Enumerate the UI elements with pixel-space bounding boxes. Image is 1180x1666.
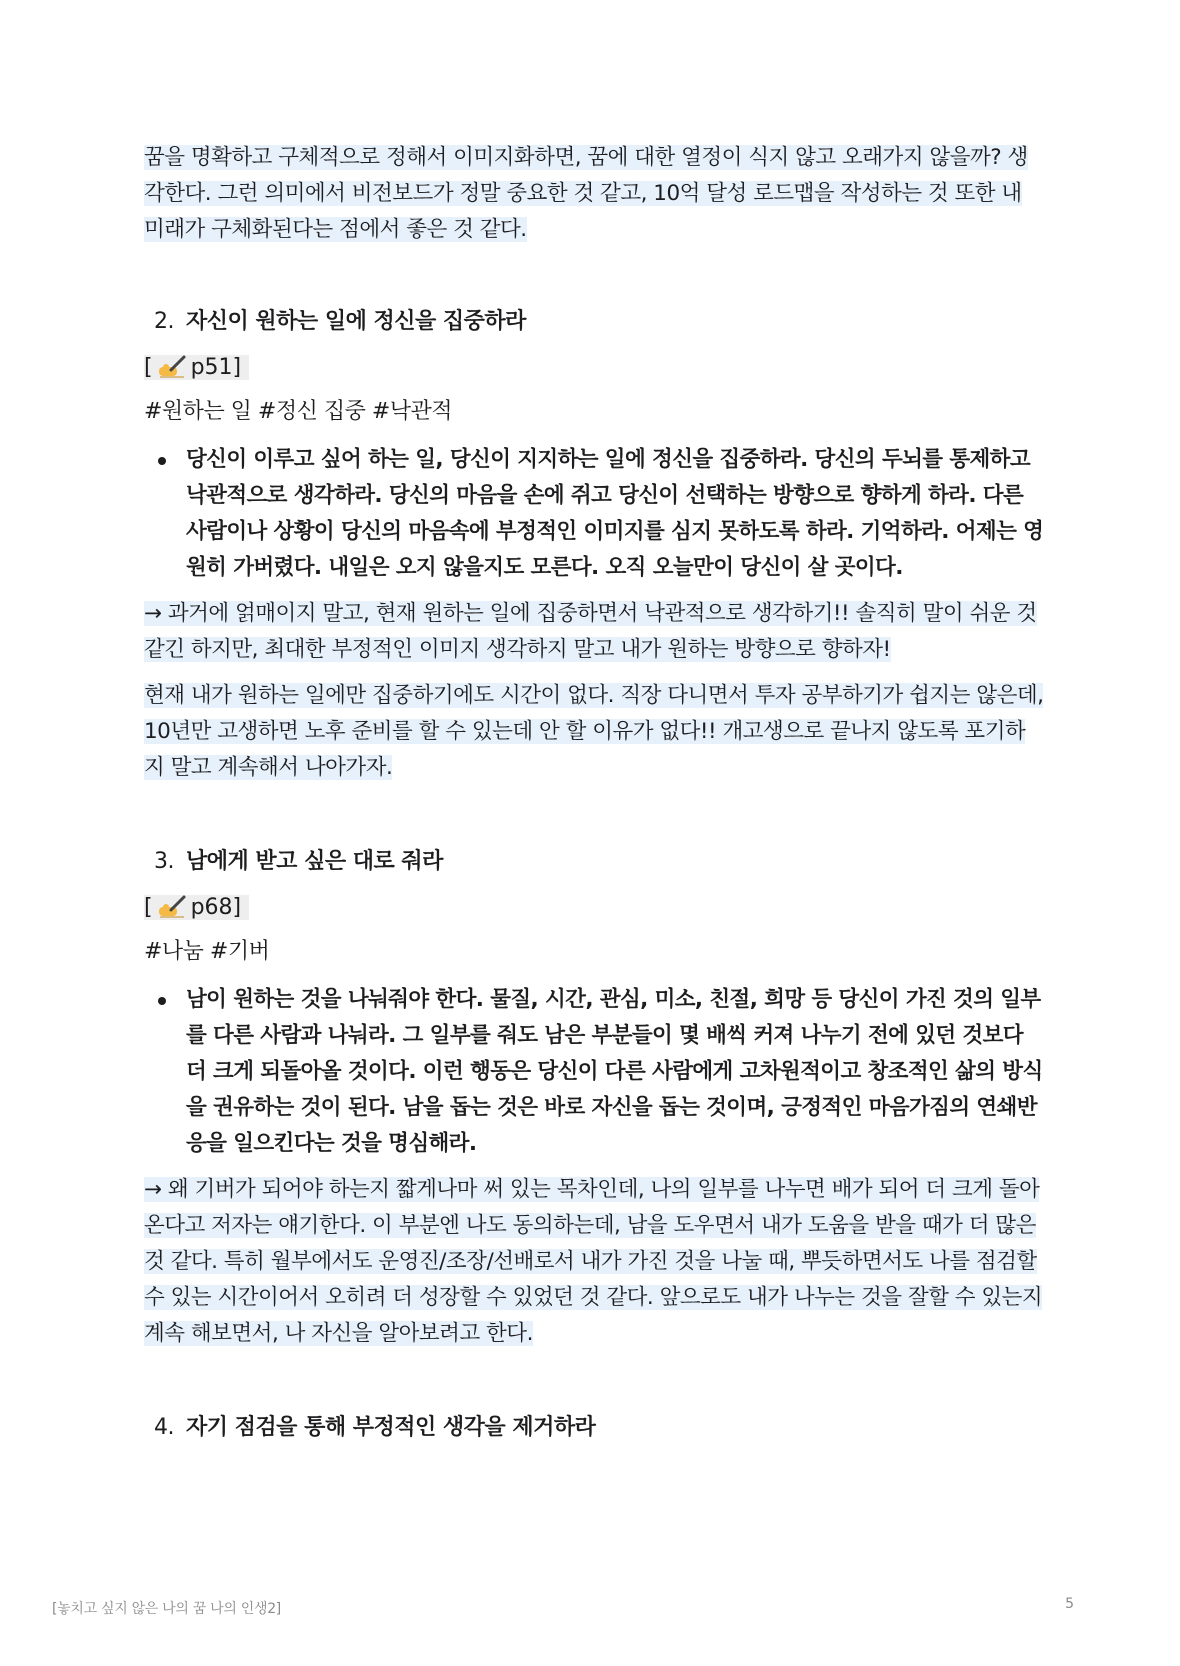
book-quote: 남이 원하는 것을 나눠줘야 한다. 물질, 시간, 관심, 미소, 친절, 희망 등 당신이 가진 것의 일부를 다른 사람과 나눠라. 그 일부를 줘도 남은 부분들이 몇 배씩 커져 나누기 전에 있던 것보다 더 크게 되돌아올 것이다. 이런 행동은 당신이 다른 사람에게 고차원적이고 창조적인 삶의 방식을 권유하는 것이 된다. 남을 돕는 것은 바로 자신을 돕는 것이며, 긍정적인 마음가짐의 연쇄반응을 일으킨다는 것을 명심해라. (144, 982, 1044, 1162)
section-2 (144, 306, 1044, 786)
section-number: 3. (154, 849, 174, 874)
page-reference: [ p51] (144, 352, 1044, 384)
book-quote: 당신이 이루고 싶어 하는 일, 당신이 지지하는 일에 정신을 집중하라. 당신의 두뇌를 통제하고 낙관적으로 생각하라. 당신의 마음을 손에 쥐고 당신이 선택하는 방향으로 향하게 하라. 다른 사람이나 상황이 당신의 마음속에 부정적인 이미지를 심지 못하도록 하라. 기억하라. 어제는 영원히 가버렸다. 내일은 오지 않을지도 모른다. 오직 오늘만이 당신이 살 곳이다. (144, 442, 1044, 586)
section-3 (144, 846, 1044, 1352)
page-reference: [ p68] (144, 892, 1044, 924)
bullet-point (158, 457, 166, 465)
footer-page-number: 5 (1065, 1596, 1074, 1612)
section-heading (144, 846, 1044, 878)
reflection-paragraph: → 과거에 얽매이지 말고, 현재 원하는 일에 집중하면서 낙관적으로 생각하기!! 솔직히 말이 쉬운 것 같긴 하지만, 최대한 부정적인 이미지 생각하지 말고 내가 원하는 방향으로 향하자! (144, 601, 1037, 662)
intro-paragraph: 꿈을 명확하고 구체적으로 정해서 이미지화하면, 꿈에 대한 열정이 식지 않고 오래가지 않을까? 생각한다. 그런 의미에서 비전보드가 정말 중요한 것 같고, 10억 달성 로드맵을 작성하는 것 또한 내 미래가 구체화된다는 점에서 좋은 것 같다. (144, 145, 1028, 242)
section-number: 2. (154, 309, 174, 334)
reflection-paragraph: 현재 내가 원하는 일에만 집중하기에도 시간이 없다. 직장 다니면서 투자 공부하기가 쉽지는 않은데, 10년만 고생하면 노후 준비를 할 수 있는데 안 할 이유가 없다!! 개고생으로 끝나지 않도록 포기하지 말고 계속해서 나아가자. (144, 683, 1044, 780)
section-title: 자기 점검을 통해 부정적인 생각을 제거하라 (186, 1415, 596, 1440)
page-content (144, 140, 1044, 1444)
footer-document-title: [놓치고 싶지 않은 나의 꿈 나의 인생2] (52, 1601, 281, 1617)
section-4 (144, 1412, 1044, 1444)
hashtags: #원하는 일 #정신 집중 #낙관적 (144, 399, 453, 424)
section-title: 자신이 원하는 일에 정신을 집중하라 (186, 309, 526, 334)
section-title: 남에게 받고 싶은 대로 줘라 (186, 849, 443, 874)
writing-hand-icon (157, 354, 187, 378)
section-number: 4. (154, 1415, 174, 1440)
section-heading (144, 306, 1044, 338)
hashtags: #나눔 #기버 (144, 939, 270, 964)
section-heading (144, 1412, 1044, 1444)
reflection-paragraph: → 왜 기버가 되어야 하는지 짧게나마 써 있는 목차인데, 나의 일부를 나누면 배가 되어 더 크게 돌아온다고 저자는 얘기한다. 이 부분엔 나도 동의하는데, 남을 도우면서 내가 도움을 받을 때가 더 많은 것 같다. 특히 월부에서도 운영진/조장/선배로서 내가 가진 것을 나눌 때, 뿌듯하면서도 나를 점검할 수 있는 시간이어서 오히려 더 성장할 수 있었던 것 같다. 앞으로도 내가 나누는 것을 잘할 수 있는지 계속 해보면서, 나 자신을 알아보려고 한다. (144, 1177, 1043, 1346)
bullet-point (158, 997, 166, 1005)
writing-hand-icon (157, 894, 187, 918)
